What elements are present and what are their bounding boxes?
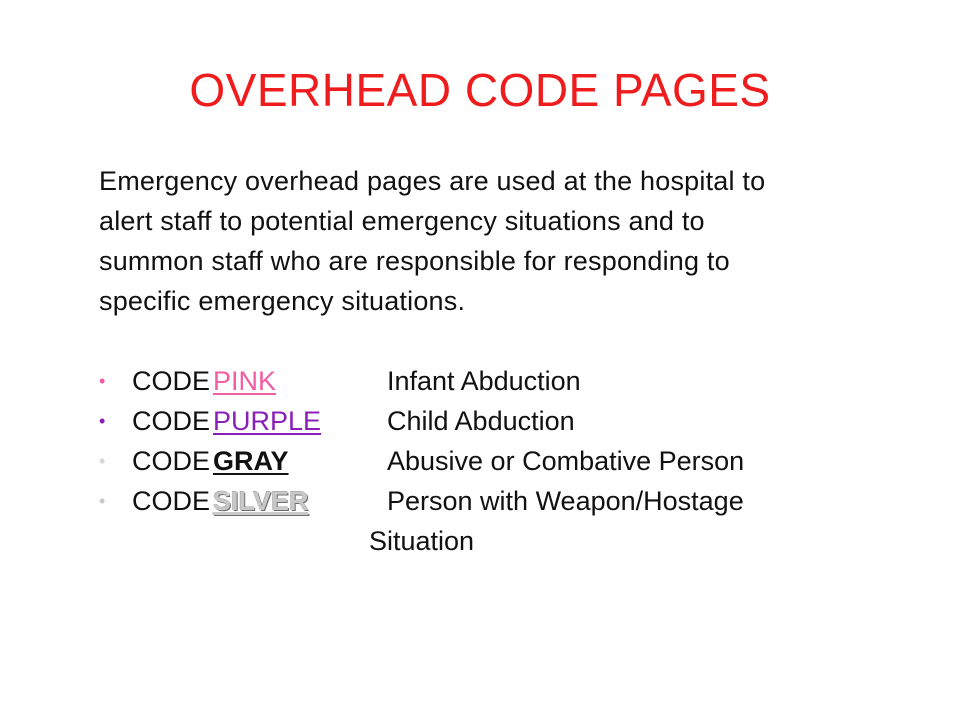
bullet-icon: • (99, 371, 106, 391)
bullet-icon: • (99, 411, 106, 431)
intro-line: summon staff who are responsible for responding to (99, 246, 730, 276)
code-name-silver: SILVER (213, 486, 309, 516)
slide-title: OVERHEAD CODE PAGES (189, 64, 771, 116)
code-prefix: CODE (132, 446, 211, 476)
code-name-purple: PURPLE (213, 406, 322, 436)
code-description-continuation: Situation (369, 526, 475, 556)
intro-paragraph (99, 161, 859, 321)
code-prefix: CODE (132, 486, 211, 516)
code-description: Person with Weapon/Hostage (387, 486, 744, 516)
bullet-icon: • (99, 491, 106, 511)
code-prefix: CODE (132, 366, 211, 396)
code-prefix: CODE (132, 406, 211, 436)
code-name-pink: PINK (213, 366, 277, 396)
intro-line: Emergency overhead pages are used at the hospital to (99, 166, 766, 196)
code-description: Infant Abduction (387, 366, 581, 396)
code-description: Child Abduction (387, 406, 575, 436)
code-name-gray: GRAY (213, 446, 289, 476)
bullet-icon: • (99, 451, 106, 471)
code-description: Abusive or Combative Person (387, 446, 745, 476)
intro-line: specific emergency situations. (99, 286, 466, 316)
intro-line: alert staff to potential emergency situations and to (99, 206, 705, 236)
